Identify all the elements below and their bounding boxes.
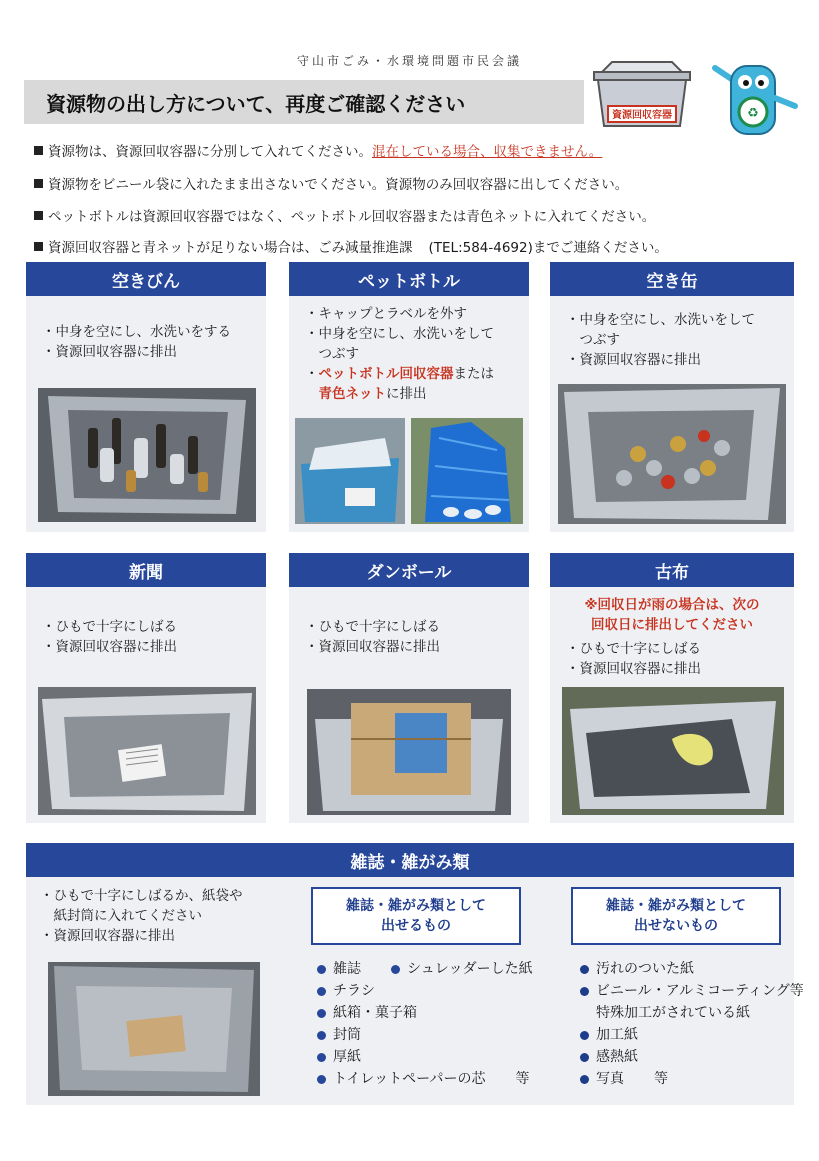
contact-phone: (TEL:584-4692)までご連絡ください。: [428, 240, 668, 256]
organization-name: 守山市ごみ・水環境問題市民会議: [296, 54, 522, 68]
list-item: 加工紙: [580, 1024, 804, 1046]
bullet-dot-icon: [317, 965, 326, 974]
page-title: 資源物の出し方について、再度ご確認ください: [46, 92, 466, 116]
bullet-dot-icon: [317, 1053, 326, 1062]
card-empty-cans: 空き缶 ・中身を空にし、水洗いをして つぶす ・資源回収容器に排出: [550, 262, 794, 532]
magazines-instructions: ・ひもで十字にしばるか、紙袋や 紙封筒に入れてください ・資源回収容器に排出: [40, 888, 243, 944]
bin-label: 資源回収容器: [612, 110, 672, 121]
bullet-dot-icon: [580, 1075, 589, 1084]
newspaper-photo: [38, 687, 256, 815]
list-item-continued: 特殊加工がされている紙: [596, 1005, 750, 1021]
pet-container-photo: [295, 418, 405, 524]
notice-1: 資源物は、資源回収容器に分別して入れてください。混在している場合、収集できません。: [34, 140, 602, 160]
bullet-dot-icon: [317, 1009, 326, 1018]
card-title: 空き缶: [550, 262, 794, 296]
bullet-dot-icon: [391, 965, 400, 974]
notice-2: 資源物をビニール袋に入れたまま出さないでください。資源物のみ回収容器に出してください。: [34, 173, 628, 193]
bullet-dot-icon: [580, 1031, 589, 1040]
bullet-dot-icon: [317, 987, 326, 996]
card-cardboard: ダンボール ・ひもで十字にしばる ・資源回収容器に排出: [289, 553, 529, 823]
notice-4: 資源回収容器と青ネットが足りない場合は、ごみ減量推進課 (TEL:584-4692)までご連絡ください。: [34, 236, 668, 256]
cloth-photo: [562, 687, 784, 815]
square-bullet-icon: [34, 179, 43, 188]
card-newspaper: 新聞 ・ひもで十字にしばる ・資源回収容器に排出: [26, 553, 266, 823]
card-old-cloth: 古布 ※回収日が雨の場合は、次の 回収日に排出してください ・ひもで十字にしばる ・資源回収容器に排出: [550, 553, 794, 823]
bullet-dot-icon: [580, 987, 589, 996]
list-item: 厚紙: [317, 1046, 533, 1068]
blue-net-label: 青色ネット: [318, 386, 386, 402]
card-title: 雑誌・雑がみ類: [26, 843, 794, 877]
cardboard-photo: [307, 689, 511, 815]
list-item: 封筒: [317, 1024, 533, 1046]
recycling-bin-illustration: [592, 58, 692, 130]
acceptable-items-list: [317, 958, 533, 1090]
square-bullet-icon: [34, 211, 43, 220]
list-item: 紙箱・菓子箱: [317, 1002, 533, 1024]
pet-container-label: ペットボトル回収容器: [318, 366, 454, 382]
card-title: ダンボール: [289, 553, 529, 587]
bullet-dot-icon: [317, 1075, 326, 1084]
card-title: 新聞: [26, 553, 266, 587]
card-title: 古布: [550, 553, 794, 587]
bullet-dot-icon: [317, 1031, 326, 1040]
card-title: 空きびん: [26, 262, 266, 296]
list-item: ビニール・アルミコーティング等: [580, 980, 804, 1002]
rain-warning-line-1: ※回収日が雨の場合は、次の: [584, 597, 760, 613]
card-pet-bottles: ペットボトル ・キャップとラベルを外す ・中身を空にし、水洗いをして つぶす ・ペットボトル回収容器または 青色ネットに排出: [289, 262, 529, 532]
cannot-put-out-heading: 雑誌・雑がみ類として 出せないもの: [571, 887, 781, 945]
blue-net-photo: [411, 418, 523, 524]
notice-3: ペットボトルは資源回収容器ではなく、ペットボトル回収容器または青色ネットに入れてください。: [34, 205, 655, 225]
rain-warning-line-2: 回収日に排出してください: [591, 617, 753, 633]
bullet-dot-icon: [580, 965, 589, 974]
list-item: 汚れのついた紙: [580, 958, 804, 980]
card-title: ペットボトル: [289, 262, 529, 296]
unacceptable-items-list: [580, 958, 804, 1090]
mixed-warning: 混在している場合、収集できません。: [372, 144, 603, 160]
cans-photo: [558, 384, 786, 524]
list-item: 感熱紙: [580, 1046, 804, 1068]
list-item: トイレットペーパーの芯 等: [317, 1068, 533, 1090]
square-bullet-icon: [34, 146, 43, 155]
magazines-photo: [48, 962, 260, 1096]
can-put-out-heading: 雑誌・雑がみ類として 出せるもの: [311, 887, 521, 945]
svg-text:♻: ♻: [747, 106, 759, 121]
list-item: 写真 等: [580, 1068, 804, 1090]
mascot-character-icon: [705, 58, 805, 138]
card-empty-bottles: 空きびん ・中身を空にし、水洗いをする ・資源回収容器に排出: [26, 262, 266, 532]
bullet-dot-icon: [580, 1053, 589, 1062]
square-bullet-icon: [34, 242, 43, 251]
bottles-photo: [38, 388, 256, 522]
list-item: 雑誌 シュレッダーした紙: [317, 958, 533, 980]
list-item: チラシ: [317, 980, 533, 1002]
